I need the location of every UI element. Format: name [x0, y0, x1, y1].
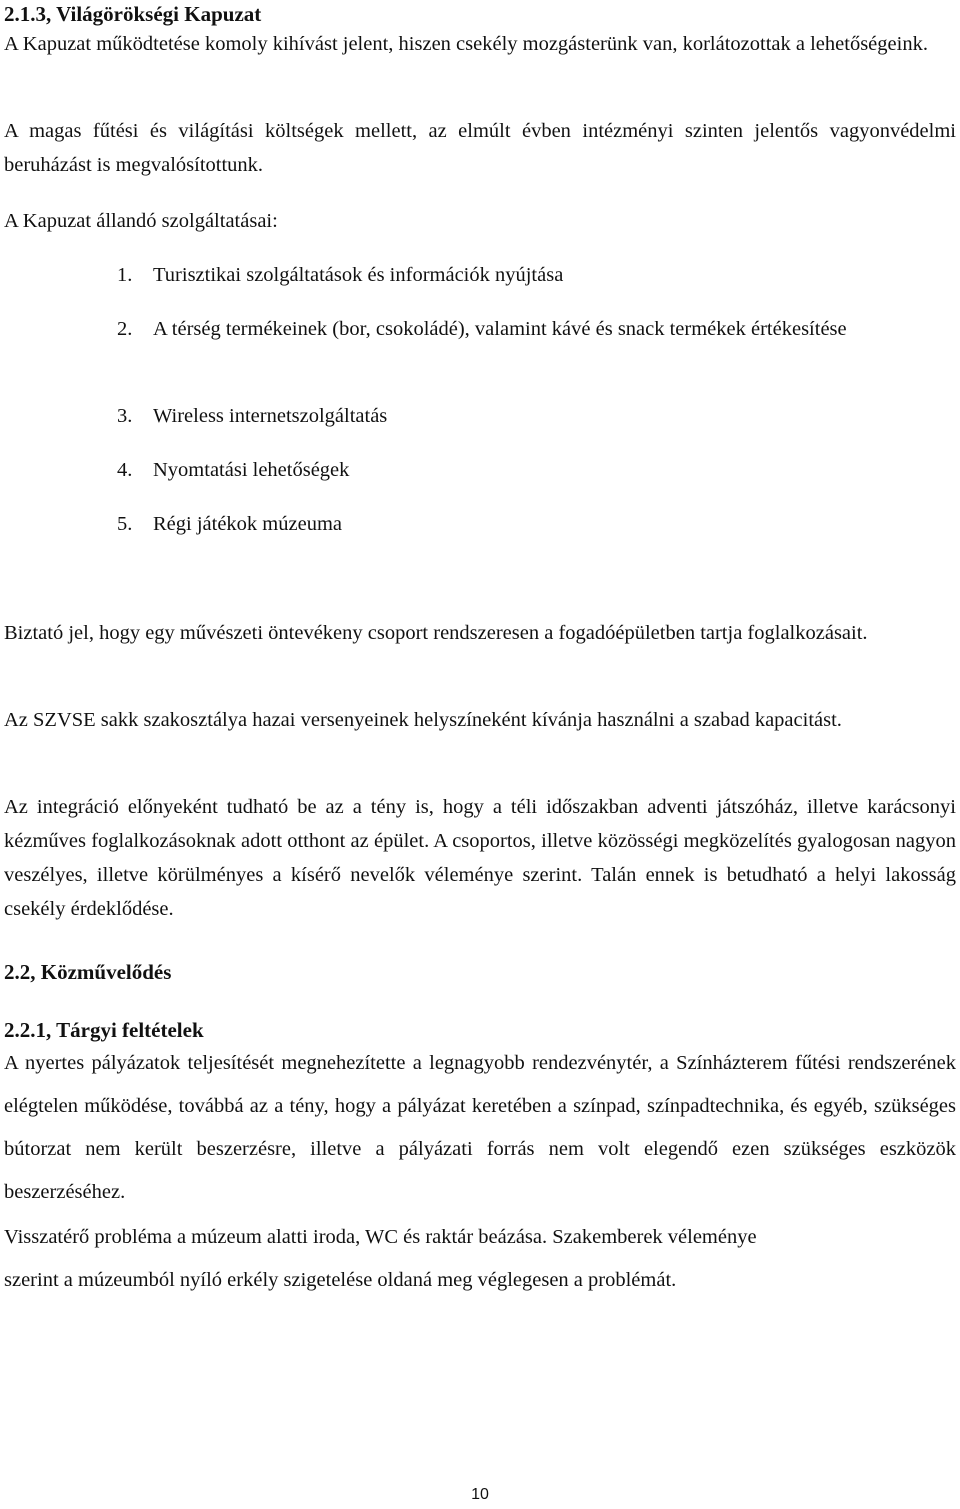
section-heading-2-1-3: 2.1.3, Világörökségi Kapuzat: [4, 2, 262, 26]
paragraph-leak-line-2: szerint a múzeumból nyíló erkély szigetelése oldaná meg véglegesen a problémát.: [4, 1269, 677, 1291]
page-number: 10: [471, 1486, 489, 1503]
paragraph-theater-heating: A nyertes pályázatok teljesítését megnehezítette a legnagyobb rendezvénytér, a Színházterem fűtési rendszerének elégtelen működése, továbbá az a tény, hogy a pályázat keretében a színpad, színpadtechnika, és egyéb, szükséges bútorzat nem került beszerzésre, illetve a pályázati forrás nem volt elegendő ezen szükséges eszközök beszerzéséhez.: [4, 1052, 956, 1203]
paragraph-integration: Az integráció előnyeként tudható be az a tény is, hogy a téli időszakban adventi játszóház, illetve karácsonyi kézműves foglalkozásoknak adott otthont az épület. A csoportos, illetve közösségi megközelítés gyalogosan nagyon veszélyes, illetve körülményes a kísérő nevelők véleménye szerint. Talán ennek is betudható a helyi lakosság csekély érdeklődése.: [4, 796, 956, 920]
list-item-text: Régi játékok múzeuma: [153, 513, 342, 535]
list-item: [117, 507, 957, 541]
paragraph-chess-club: Az SZVSE sakk szakosztálya hazai versenyeinek helyszíneként kívánja használni a szabad kapacitást.: [4, 709, 842, 731]
services-intro: A Kapuzat állandó szolgáltatásai:: [4, 210, 278, 232]
list-item: [117, 312, 957, 346]
list-item-number: 1.: [117, 264, 133, 286]
list-item-text: Nyomtatási lehetőségek: [153, 459, 350, 481]
list-item: [117, 258, 957, 292]
paragraph-leak-line-1: Visszatérő probléma a múzeum alatti iroda, WC és raktár beázása. Szakemberek véleménye: [4, 1226, 757, 1248]
list-item: [117, 453, 957, 487]
paragraph-kapuzat-challenge: A Kapuzat működtetése komoly kihívást jelent, hiszen csekély mozgásterünk van, korlátozottak a lehetőségeink.: [4, 33, 928, 55]
paragraph-art-group: Biztató jel, hogy egy művészeti öntevékeny csoport rendszeresen a fogadóépületben tartja foglalkozásait.: [4, 622, 868, 644]
list-item-number: 2.: [117, 318, 133, 340]
list-item-number: 4.: [117, 459, 133, 481]
section-heading-2-2: 2.2, Közművelődés: [4, 960, 172, 984]
list-item-text: Wireless internetszolgáltatás: [153, 405, 388, 427]
list-item-number: 5.: [117, 513, 133, 535]
list-item-number: 3.: [117, 405, 133, 427]
list-item: [117, 399, 957, 433]
paragraph-costs: A magas fűtési és világítási költségek mellett, az elmúlt évben intézményi szinten jelentős vagyonvédelmi beruházást is megvalósítottunk.: [4, 120, 956, 176]
list-item-text: A térség termékeinek (bor, csokoládé), valamint kávé és snack termékek értékesítése: [153, 318, 847, 340]
list-item-text: Turisztikai szolgáltatások és információk nyújtása: [153, 264, 564, 286]
section-heading-2-2-1: 2.2.1, Tárgyi feltételek: [4, 1018, 204, 1042]
